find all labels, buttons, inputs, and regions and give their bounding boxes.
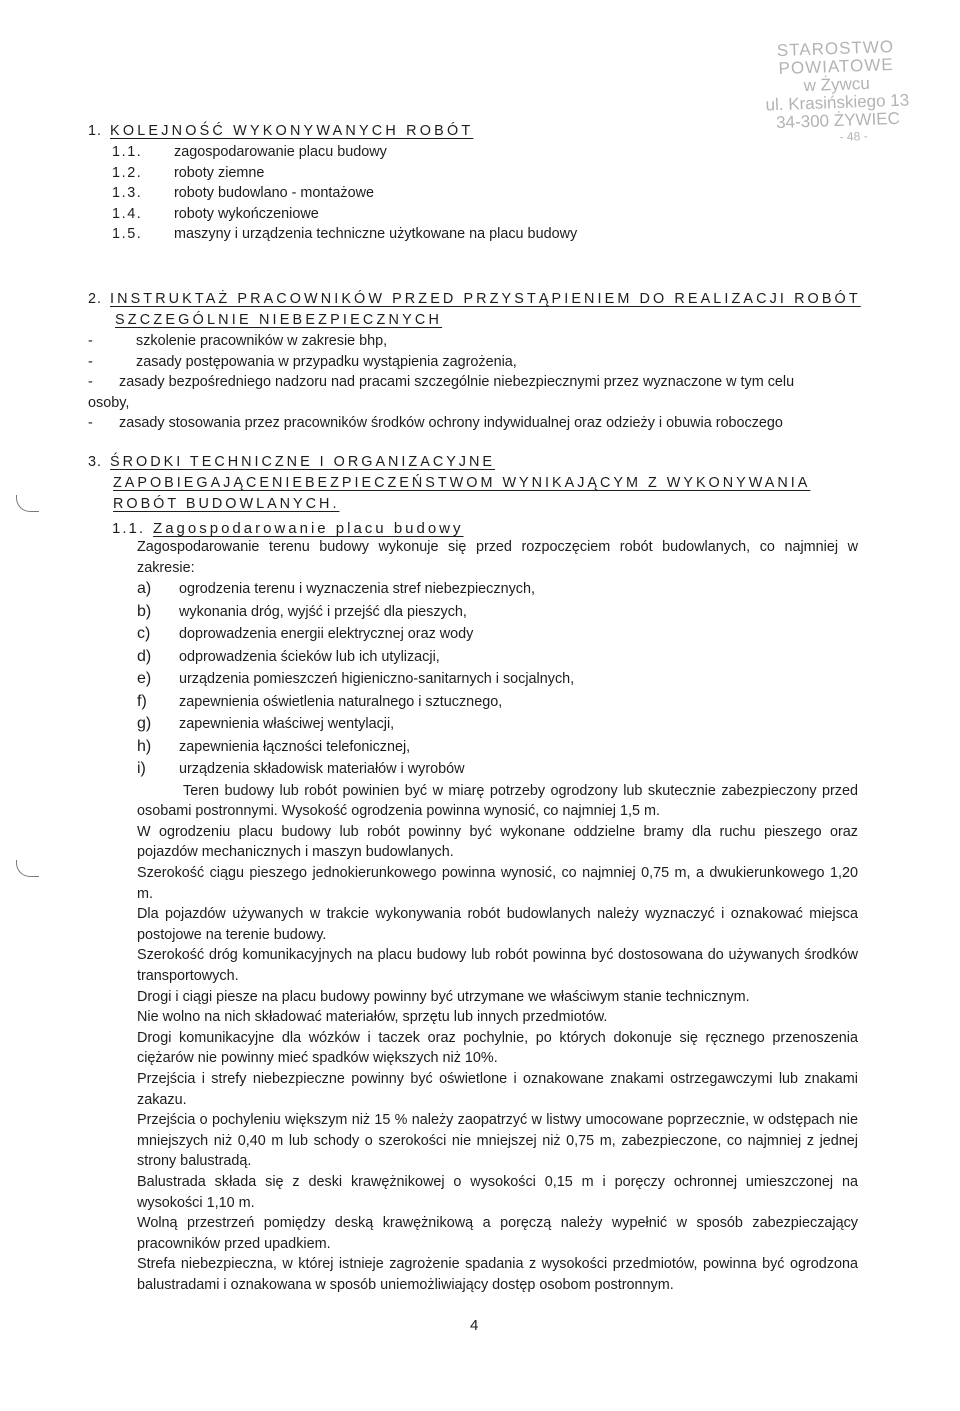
list-letter: e): [137, 670, 152, 688]
section-1-title: KOLEJNOŚĆ WYKONYWANYCH ROBÓT: [110, 123, 474, 139]
paragraph: Przejścia i strefy niebezpieczne powinny być oświetlone i oznakowane znakami ostrzegawczymi lub znakami zakazu.: [137, 1071, 858, 1108]
list-item-text: maszyny i urządzenia techniczne użytkowane na placu budowy: [174, 226, 578, 243]
section-3-title-line-3: ROBÓT BUDOWLANYCH.: [113, 496, 340, 512]
list-item: [112, 183, 577, 204]
list-letter: i): [137, 760, 146, 778]
section-3-title-line-1: ŚRODKI TECHNICZNE I ORGANIZACYJNE: [110, 454, 495, 470]
section-2-title-line-1: INSTRUKTAŻ PRACOWNIKÓW PRZED PRZYSTĄPIENIEM DO REALIZACJI ROBÓT: [110, 291, 861, 307]
list-item: [112, 142, 577, 163]
list-item: [137, 668, 858, 691]
list-letter: g): [137, 715, 152, 733]
list-item-text: zapewnienia łączności telefonicznej,: [179, 738, 411, 755]
hole-punch-mark-icon: [16, 495, 39, 512]
section-2-title-line-2: SZCZEGÓLNIE NIEBEZPIECZNYCH: [115, 312, 443, 328]
list-letter: h): [137, 737, 152, 755]
subsection-title: Zagospodarowanie placu budowy: [153, 520, 464, 537]
list-item: [88, 372, 878, 393]
paragraph: Strefa niebezpieczna, w której istnieje zagrożenie spadania z wysokości przedmiotów, powinna być ogrodzona balustradami i oznakowana w sposób uniemożliwiający dostęp osobom postronnym.: [137, 1256, 858, 1293]
list-item: [137, 691, 858, 714]
list-item-text: zasady postępowania w przypadku wystąpienia zagrożenia,: [136, 353, 517, 370]
section-1-heading: [88, 121, 473, 142]
list-item-text: zasady bezpośredniego nadzoru nad pracami szczególnie niebezpiecznymi przez wyznaczone w tym celu: [119, 374, 795, 391]
list-item-text: urządzenia pomieszczeń higieniczno-sanitarnych i socjalnych,: [179, 671, 575, 688]
list-item: [137, 646, 858, 669]
section-3-number: 3.: [88, 454, 103, 470]
paragraph: Drogi i ciągi piesze na placu budowy powinny być utrzymane we właściwym stanie technicznym.: [137, 988, 750, 1005]
stamp-number: - 48 -: [839, 128, 868, 144]
list-item: [88, 331, 878, 352]
list-item: [137, 623, 858, 646]
stamp-line-1: STAROSTWO POWIATOWE: [776, 36, 895, 79]
section-2-number: 2.: [88, 291, 103, 307]
list-letter: b): [137, 602, 152, 620]
list-item: [137, 758, 858, 781]
section-2-list: [88, 331, 878, 434]
subsection-number: 1.1.: [112, 520, 146, 537]
list-letter: d): [137, 647, 152, 665]
paragraph: Dla pojazdów używanych w trakcie wykonywania robót budowlanych należy wyznaczyć i oznakować miejsca postojowe na terenie budowy.: [137, 906, 858, 943]
intro-paragraph: Zagospodarowanie terenu budowy wykonuje się przed rozpoczęciem robót budowlanych, co najmniej w zakresie:: [137, 539, 858, 576]
list-item: [88, 413, 878, 434]
list-item: [137, 578, 858, 601]
list-item-text: ogrodzenia terenu i wyznaczenia stref niebezpiecznych,: [179, 581, 535, 598]
list-item-text: roboty wykończeniowe: [174, 205, 319, 222]
page-number: 4: [470, 1317, 479, 1334]
list-item-continued: [88, 393, 878, 414]
list-letter: f): [137, 692, 147, 710]
list-item: [88, 352, 878, 373]
list-item-text: szkolenie pracowników w zakresie bhp,: [136, 333, 388, 349]
list-item-text: wykonania dróg, wyjść i przejść dla pieszych,: [179, 603, 467, 620]
stamp-line-2: w Żywcu: [803, 73, 871, 96]
list-item: [137, 713, 858, 736]
paragraph: Teren budowy lub robót powinien być w miarę potrzeby ogrodzony lub skutecznie zabezpieczony przed osobami postronnymi. Wysokość ogrodzenia powinna wynosić, co najmniej 1,5 m.: [137, 782, 858, 820]
paragraph: Szerokość ciągu pieszego jednokierunkowego powinna wynosić, co najmniej 0,75 m, a dwukierunkowego 1,20 m.: [137, 865, 858, 902]
section-1-list: [112, 142, 577, 245]
list-item-number: 1.5.: [112, 226, 143, 243]
section-2-heading-continued: [115, 310, 442, 331]
list-item-number: 1.3.: [112, 185, 143, 202]
paragraph: Wolną przestrzeń pomiędzy deską krawężnikową a poręczą należy wypełnić w sposób zabezpieczający pracowników przed upadkiem.: [137, 1215, 858, 1252]
list-item: [112, 163, 577, 184]
list-item: [112, 204, 577, 225]
list-item: [137, 736, 858, 759]
list-item-text: zagospodarowanie placu budowy: [174, 144, 387, 160]
list-letter: c): [137, 625, 151, 643]
list-item-number: 1.2.: [112, 164, 143, 181]
hole-punch-mark-icon: [16, 860, 39, 877]
list-dash: -: [88, 415, 93, 432]
list-item-number: 1.1.: [112, 144, 143, 160]
section-3-heading: [88, 452, 811, 514]
list-item-text: osoby,: [88, 394, 130, 411]
list-item-text: urządzenia składowisk materiałów i wyrobów: [179, 761, 465, 778]
section-2-heading: [88, 289, 861, 310]
section-3-title-line-2: ZAPOBIEGAJĄCENIEBEZPIECZEŃSTWOM WYNIKAJĄCYM Z WYKONYWANIA: [113, 475, 811, 491]
paragraph: Balustrada składa się z deski krawężnikowej o wysokości 0,15 m i poręczy ochronnej umieszczonej na wysokości 1,10 m.: [137, 1173, 858, 1211]
subsection-body: [137, 537, 858, 1296]
list-item-number: 1.4.: [112, 205, 143, 222]
list-item-text: zasady stosowania przez pracowników środków ochrony indywidualnej oraz odzieży i obuwia roboczego: [119, 415, 783, 432]
list-dash: -: [88, 353, 93, 370]
section-1-number: 1.: [88, 123, 103, 139]
list-dash: -: [88, 333, 93, 349]
paragraph: Drogi komunikacyjne dla wózków i taczek oraz pochylnie, po których dokonuje się ręcznego przenoszenia ciężarów nie powinny mieć spadków większych niż 10%.: [137, 1029, 858, 1067]
stamp-line-3: ul. Krasińskiego 13: [765, 90, 910, 115]
list-item-text: roboty budowlano - montażowe: [174, 185, 374, 202]
paragraph: Przejścia o pochyleniu większym niż 15 % należy zaopatrzyć w listwy umocowane poprzecznie, w odstępach nie mniejszych niż 0,40 m lub schody o szerokości nie mniejszej niż 0,75 m, zabezpieczone, co najmniej z jednej strony balustradą.: [137, 1112, 858, 1170]
list-letter: a): [137, 580, 152, 598]
list-item-text: odprowadzenia ścieków lub ich utylizacji,: [179, 648, 440, 665]
list-item-text: zapewnienia właściwej wentylacji,: [179, 716, 395, 733]
requirements-list: [137, 578, 858, 781]
paragraph: Szerokość dróg komunikacyjnych na placu budowy lub robót powinna być dostosowana do używanych środków transportowych.: [137, 947, 858, 985]
list-item-text: zapewnienia oświetlenia naturalnego i sztucznego,: [179, 693, 503, 710]
paragraph: W ogrodzeniu placu budowy lub robót powinny być wykonane oddzielne bramy dla ruchu pieszego oraz pojazdów mechanicznych i maszyn budowlanych.: [137, 823, 858, 861]
list-item-text: roboty ziemne: [174, 164, 265, 181]
list-dash: -: [88, 374, 93, 391]
paragraph: Nie wolno na nich składować materiałów, sprzętu lub innych przedmiotów.: [137, 1009, 608, 1026]
list-item: [112, 224, 577, 245]
stamp-line-4: 34-300 ŻYWIEC: [775, 108, 901, 133]
list-item: [137, 601, 858, 624]
list-item-text: doprowadzenia energii elektrycznej oraz wody: [179, 626, 474, 643]
office-stamp: [720, 36, 953, 148]
